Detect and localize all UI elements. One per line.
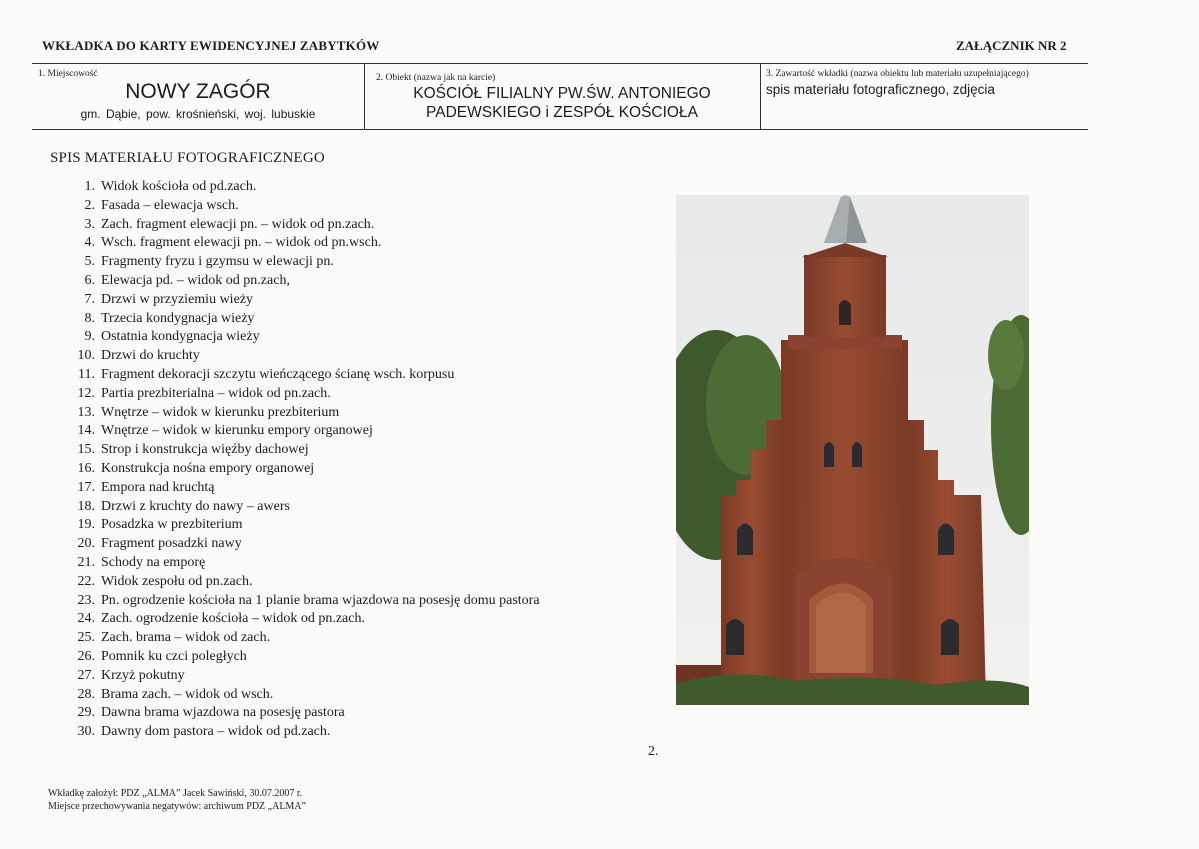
content-value: spis materiału fotograficznego, zdjęcia — [766, 82, 995, 97]
header-top-rule — [32, 63, 1088, 64]
list-item-number: 1. — [84, 179, 95, 194]
list-item — [65, 366, 540, 385]
list-item-text: Wnętrze – widok w kierunku empory organowej — [101, 423, 373, 439]
list-item-number: 15. — [77, 442, 95, 458]
list-item-text: Strop i konstrukcja więźby dachowej — [101, 442, 309, 458]
photo-list-title: SPIS MATERIAŁU FOTOGRAFICZNEGO — [50, 150, 325, 166]
list-item-number: 8. — [84, 310, 95, 326]
list-item-number: 29. — [77, 705, 95, 721]
list-item-text: Drzwi w przyziemiu wieży — [101, 291, 253, 307]
list-item-number: 3. — [84, 216, 95, 232]
list-item-text: Widok kościoła od pd.zach. — [101, 179, 257, 194]
list-item — [65, 460, 540, 479]
object-name-line-2: PADEWSKIEGO i ZESPÓŁ KOŚCIOŁA — [426, 104, 698, 121]
list-item-text: Zach. brama – widok od zach. — [101, 630, 271, 646]
list-item-number: 9. — [84, 329, 95, 345]
list-item — [65, 723, 540, 742]
list-item — [65, 385, 540, 404]
list-item — [65, 686, 540, 705]
list-item-text: Brama zach. – widok od wsch. — [101, 686, 274, 702]
list-item-text: Krzyż pokutny — [101, 667, 185, 683]
object-label: 2. Obiekt (nazwa jak na karcie) — [376, 73, 496, 83]
list-item — [65, 291, 540, 310]
list-item-text: Drzwi do kruchty — [101, 348, 200, 364]
page-number: 2. — [648, 744, 659, 759]
list-item — [65, 272, 540, 291]
list-item — [65, 216, 540, 235]
header-bottom-rule — [32, 129, 1088, 130]
list-item-text: Zach. fragment elewacji pn. – widok od pn.zach. — [101, 216, 375, 232]
list-item-text: Empora nad kruchtą — [101, 479, 215, 495]
list-item — [65, 441, 540, 460]
list-item-text: Posadzka w prezbiterium — [101, 517, 243, 533]
list-item-text: Dawny dom pastora – widok od pd.zach. — [101, 724, 331, 740]
place-name: NOWY ZAGÓR — [125, 80, 271, 103]
list-item-text: Ostatnia kondygnacja wieży — [101, 329, 260, 345]
list-item — [65, 234, 540, 253]
content-label: 3. Zawartość wkładki (nazwa obiektu lub materiału uzupełniającego) — [766, 69, 1029, 79]
cell-divider-2 — [760, 63, 761, 130]
list-item-number: 5. — [84, 254, 95, 270]
list-item-number: 28. — [77, 686, 95, 702]
list-item-number: 4. — [84, 235, 95, 251]
list-item-number: 11. — [78, 366, 95, 382]
place-admin-units: gm. Dąbie, pow. krośnieński, woj. lubuskie — [80, 107, 316, 121]
list-item — [65, 535, 540, 554]
footer-author: Wkładkę założył: PDZ „ALMA” Jacek Sawiński, 30.07.2007 r. — [48, 788, 303, 799]
list-item — [65, 667, 540, 686]
list-item-text: Widok zespołu od pn.zach. — [101, 573, 253, 589]
list-item-text: Wnętrze – widok w kierunku prezbiterium — [101, 404, 340, 420]
list-item — [65, 610, 540, 629]
list-item-number: 7. — [84, 291, 95, 307]
list-item-number: 27. — [77, 667, 95, 683]
list-item-number: 20. — [77, 536, 95, 552]
list-item — [65, 253, 540, 272]
list-item — [65, 498, 540, 517]
footer-archive: Miejsce przechowywania negatywów: archiwum PDZ „ALMA” — [48, 801, 306, 812]
object-name — [364, 84, 760, 122]
list-item — [65, 704, 540, 723]
list-item-text: Fragment posadzki nawy — [101, 536, 242, 552]
church-photo — [676, 195, 1029, 705]
list-item — [65, 328, 540, 347]
list-item — [65, 178, 540, 197]
list-item-number: 14. — [77, 423, 95, 439]
list-item-text: Pomnik ku czci poległych — [101, 648, 247, 664]
list-item — [65, 648, 540, 667]
list-item-number: 24. — [77, 611, 95, 627]
list-item-text: Zach. ogrodzenie kościoła – widok od pn.zach. — [101, 611, 365, 627]
list-item-text: Elewacja pd. – widok od pn.zach, — [101, 272, 290, 288]
list-item-text: Fragment dekoracji szczytu wieńczącego ścianę wsch. korpusu — [101, 366, 455, 382]
list-item-text: Drzwi z kruchty do nawy – awers — [101, 498, 290, 514]
list-item-text: Konstrukcja nośna empory organowej — [101, 460, 315, 476]
attachment-number: ZAŁĄCZNIK NR 2 — [956, 38, 1067, 53]
list-item — [65, 404, 540, 423]
list-item-number: 13. — [77, 404, 95, 420]
list-item — [65, 516, 540, 535]
photo-list — [65, 178, 540, 742]
list-item-number: 26. — [77, 648, 95, 664]
list-item-text: Pn. ogrodzenie kościoła na 1 planie brama wjazdowa na posesję domu pastora — [101, 592, 540, 608]
list-item-number: 10. — [77, 348, 95, 364]
place-label: 1. Miejscowość — [38, 69, 98, 79]
list-item-text: Schody na emporę — [101, 554, 206, 570]
list-item-text: Partia prezbiterialna – widok od pn.zach. — [101, 385, 331, 401]
list-item-number: 22. — [77, 573, 95, 589]
list-item-number: 12. — [77, 385, 95, 401]
list-item-text: Dawna brama wjazdowa na posesję pastora — [101, 705, 345, 721]
list-item-number: 6. — [84, 272, 95, 288]
list-item-text: Fragmenty fryzu i gzymsu w elewacji pn. — [101, 254, 334, 270]
list-item-number: 21. — [77, 554, 95, 570]
object-name-line-1: KOŚCIÓŁ FILIALNY PW.ŚW. ANTONIEGO — [413, 85, 711, 102]
list-item-number: 30. — [77, 724, 95, 740]
list-item-number: 17. — [77, 479, 95, 495]
list-item-text: Fasada – elewacja wsch. — [101, 197, 239, 213]
list-item — [65, 197, 540, 216]
list-item — [65, 347, 540, 366]
list-item-number: 23. — [77, 592, 95, 608]
list-item-number: 19. — [77, 517, 95, 533]
list-item — [65, 573, 540, 592]
list-item-number: 18. — [77, 498, 95, 514]
list-item — [65, 479, 540, 498]
list-item-number: 25. — [77, 630, 95, 646]
list-item — [65, 554, 540, 573]
list-item-number: 16. — [77, 460, 95, 476]
list-item — [65, 592, 540, 611]
document-title: WKŁADKA DO KARTY EWIDENCYJNEJ ZABYTKÓW — [42, 38, 380, 53]
list-item — [65, 310, 540, 329]
list-item-text: Trzecia kondygnacja wieży — [101, 310, 255, 326]
list-item — [65, 629, 540, 648]
list-item-text: Wsch. fragment elewacji pn. – widok od pn.wsch. — [101, 235, 382, 251]
list-item-number: 2. — [84, 197, 95, 213]
list-item — [65, 422, 540, 441]
